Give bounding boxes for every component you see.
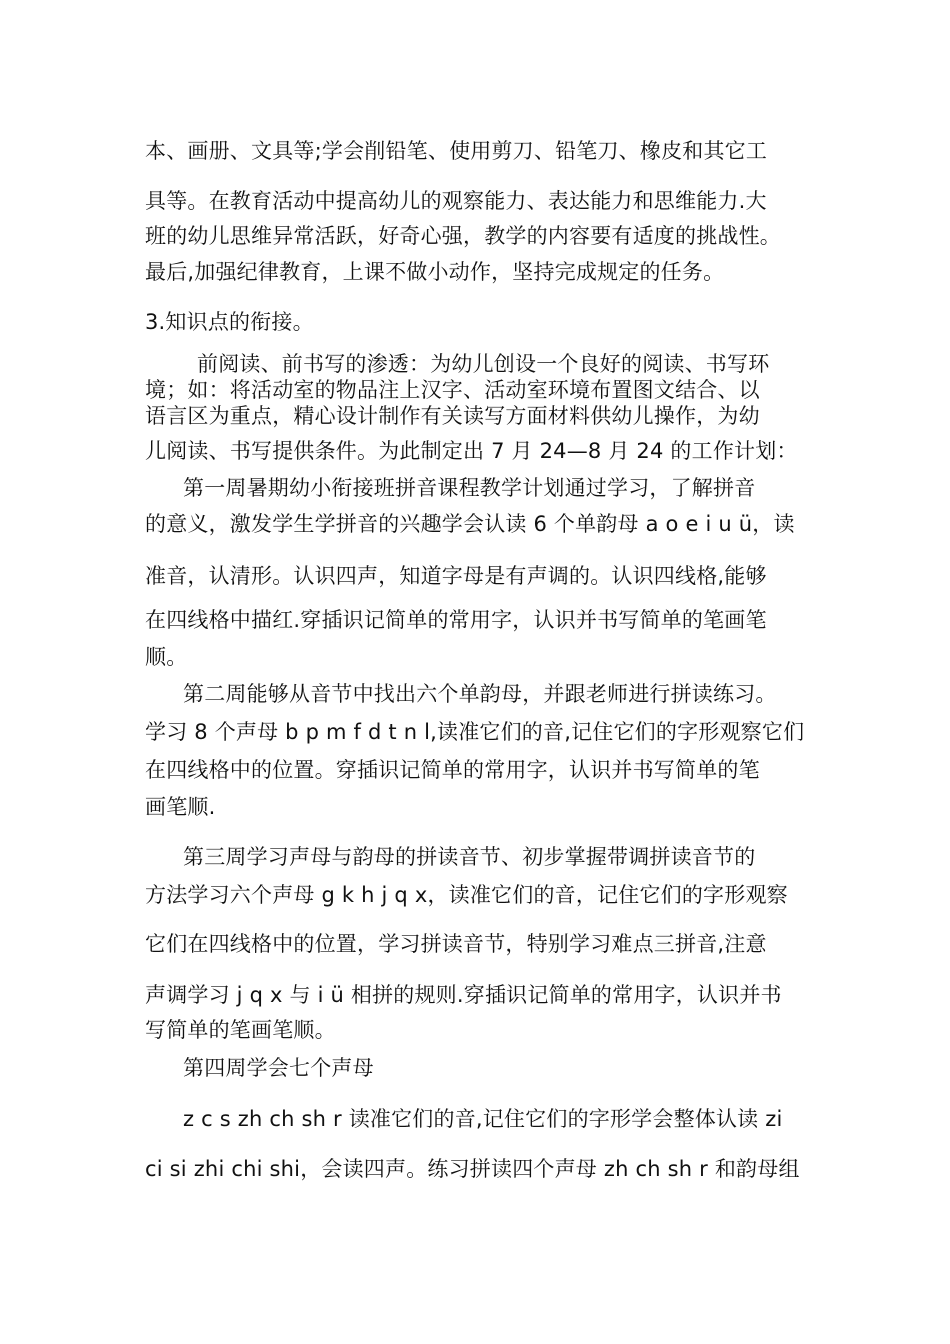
text-line-4: 最后,加强纪律教育，上课不做小动作，坚持完成规定的任务。	[145, 260, 725, 284]
text-line-14: 顺。	[145, 645, 188, 669]
text-line-6: 前阅读、前书写的渗透：为幼儿创设一个良好的阅读、书写环	[197, 352, 770, 376]
text-line-17: 在四线格中的位置。穿插识记简单的常用字，认识并书写简单的笔	[145, 758, 760, 782]
text-line-23: 写简单的笔画笔顺。	[145, 1018, 336, 1042]
text-line-15: 第二周能够从音节中找出六个单韵母，并跟老师进行拼读练习。	[183, 682, 777, 706]
text-line-9: 儿阅读、书写提供条件。为此制定出 7 月 24—8 月 24 的工作计划：	[145, 439, 798, 463]
text-line-1: 本、画册、文具等;学会削铅笔、使用剪刀、铅笔刀、橡皮和其它工	[145, 139, 768, 163]
text-line-19: 第三周学习声母与韵母的拼读音节、初步掌握带调拼读音节的	[183, 845, 756, 869]
text-line-22: 声调学习 j q x 与 i ü 相拼的规则.穿插识记简单的常用字，认识并书	[145, 983, 782, 1007]
text-line-2: 具等。在教育活动中提高幼儿的观察能力、表达能力和思维能力.大	[145, 189, 767, 213]
text-line-18: 画笔顺.	[145, 795, 216, 819]
text-line-21: 它们在四线格中的位置，学习拼读音节，特别学习难点三拼音,注意	[145, 932, 767, 956]
text-line-24: 第四周学会七个声母	[183, 1056, 374, 1080]
text-line-3: 班的幼儿思维异常活跃，好奇心强，教学的内容要有适度的挑战性。	[145, 224, 781, 248]
text-line-11: 的意义，激发学生学拼音的兴趣学会认读 6 个单韵母 a o e i u ü，读	[145, 512, 795, 536]
text-line-25: z c s zh ch sh r 读准它们的音,记住它们的字形学会整体认读 zi	[183, 1107, 783, 1131]
text-line-13: 在四线格中描红.穿插识记简单的常用字，认识并书写简单的笔画笔	[145, 608, 767, 632]
text-line-8: 语言区为重点，精心设计制作有关读写方面材料供幼儿操作，为幼	[145, 404, 760, 428]
text-line-12: 准音，认清形。认识四声，知道字母是有声调的。认识四线格,能够	[145, 564, 767, 588]
text-line-26: ci si zhi chi shi，会读四声。练习拼读四个声母 zh ch sh r 和韵母组	[145, 1157, 800, 1181]
text-line-20: 方法学习六个声母 g k h j q x，读准它们的音，记住它们的字形观察	[145, 883, 788, 907]
section-heading: 3.知识点的衔接。	[145, 310, 314, 334]
text-line-16: 学习 8 个声母 b p m f d t n l,读准它们的音,记住它们的字形观察它们	[145, 720, 805, 744]
text-line-7: 境；如：将活动室的物品注上汉字、活动室环境布置图文结合、以	[145, 378, 760, 402]
text-line-10: 第一周暑期幼小衔接班拼音课程教学计划通过学习，了解拼音	[183, 476, 756, 500]
